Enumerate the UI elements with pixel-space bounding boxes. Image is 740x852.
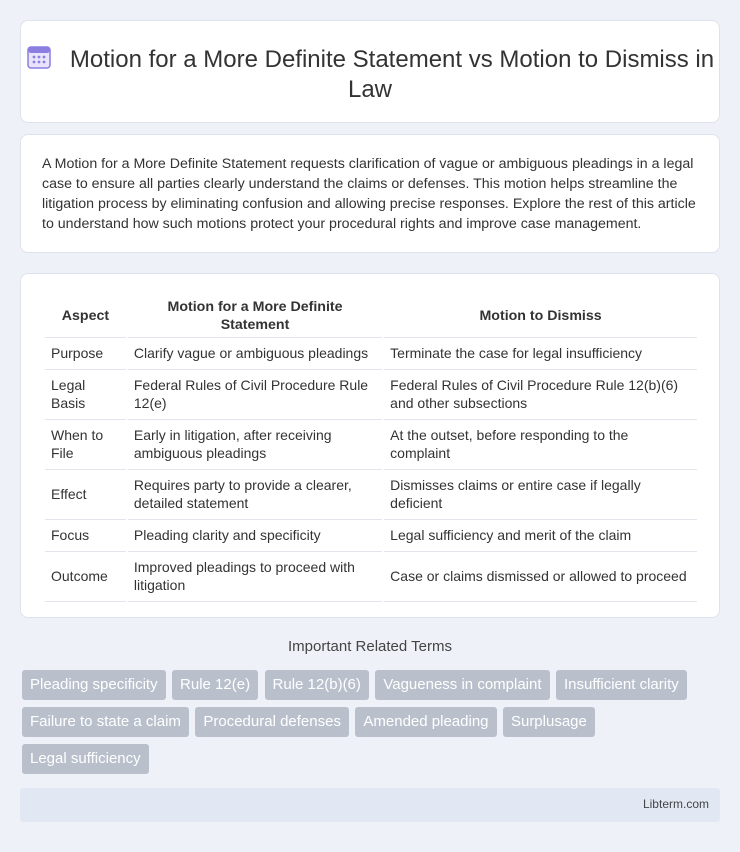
related-terms-heading: Important Related Terms: [288, 638, 452, 655]
cell-more-definite: Early in litigation, after receiving ambiguous pleadings: [128, 420, 382, 470]
tag-vagueness-in-complaint[interactable]: Vagueness in complaint: [375, 670, 549, 700]
table-header-row: [45, 294, 697, 338]
cell-dismiss: At the outset, before responding to the complaint: [384, 420, 697, 470]
tag-pleading-specificity[interactable]: Pleading specificity: [22, 670, 166, 700]
page-title-wrap: [21, 44, 719, 105]
cell-dismiss: Case or claims dismissed or allowed to proceed: [384, 552, 697, 602]
table-row: [45, 338, 697, 370]
header-motion-to-dismiss: Motion to Dismiss: [384, 294, 697, 338]
cell-aspect: Focus: [45, 520, 126, 552]
footer-site-link[interactable]: Libterm.com: [642, 797, 709, 811]
tag-legal-sufficiency[interactable]: Legal sufficiency: [22, 744, 149, 774]
cell-aspect: Legal Basis: [45, 370, 126, 420]
tag-rule-12b6[interactable]: Rule 12(b)(6): [265, 670, 369, 700]
tag-procedural-defenses[interactable]: Procedural defenses: [195, 707, 349, 737]
footer-bar: [20, 788, 720, 822]
cell-more-definite: Improved pleadings to proceed with litigation: [128, 552, 382, 602]
calendar-icon: [26, 44, 52, 70]
title-card: [20, 20, 720, 123]
cell-dismiss: Dismisses claims or entire case if legally deficient: [384, 470, 697, 520]
cell-more-definite: Pleading clarity and specificity: [128, 520, 382, 552]
comparison-table: [43, 294, 699, 602]
table-row: [45, 420, 697, 470]
cell-aspect: When to File: [45, 420, 126, 470]
tag-rule-12e[interactable]: Rule 12(e): [172, 670, 258, 700]
page-title: Motion for a More Definite Statement vs Motion to Dismiss in Law: [69, 46, 715, 103]
cell-aspect: Effect: [45, 470, 126, 520]
header-aspect: Aspect: [45, 294, 126, 338]
tag-insufficient-clarity[interactable]: Insufficient clarity: [556, 670, 687, 700]
tag-surplusage[interactable]: Surplusage: [503, 707, 595, 737]
cell-aspect: Purpose: [45, 338, 126, 370]
cell-dismiss: Legal sufficiency and merit of the claim: [384, 520, 697, 552]
table-row: [45, 520, 697, 552]
intro-paragraph: A Motion for a More Definite Statement requests clarification of vague or ambiguous pleadings in a legal case to ensure all parties clearly understand the claims or defenses. This motion helps streamline the litigation process by eliminating confusion and allowing precise responses. Explore the rest of this article to understand how such motions protect your procedural rights and improve case management.: [42, 156, 696, 232]
table-row: [45, 370, 697, 420]
tag-failure-to-state-a-claim[interactable]: Failure to state a claim: [22, 707, 189, 737]
cell-more-definite: Federal Rules of Civil Procedure Rule 12(e): [128, 370, 382, 420]
related-terms-tags: [22, 670, 712, 781]
cell-dismiss: Terminate the case for legal insufficiency: [384, 338, 697, 370]
cell-dismiss: Federal Rules of Civil Procedure Rule 12(b)(6) and other subsections: [384, 370, 697, 420]
intro-card: [20, 134, 720, 253]
cell-aspect: Outcome: [45, 552, 126, 602]
cell-more-definite: Requires party to provide a clearer, detailed statement: [128, 470, 382, 520]
table-row: [45, 470, 697, 520]
comparison-table-card: [20, 273, 720, 618]
cell-more-definite: Clarify vague or ambiguous pleadings: [128, 338, 382, 370]
table-row: [45, 552, 697, 602]
tag-amended-pleading[interactable]: Amended pleading: [355, 707, 496, 737]
header-more-definite-statement: Motion for a More Definite Statement: [128, 294, 382, 338]
